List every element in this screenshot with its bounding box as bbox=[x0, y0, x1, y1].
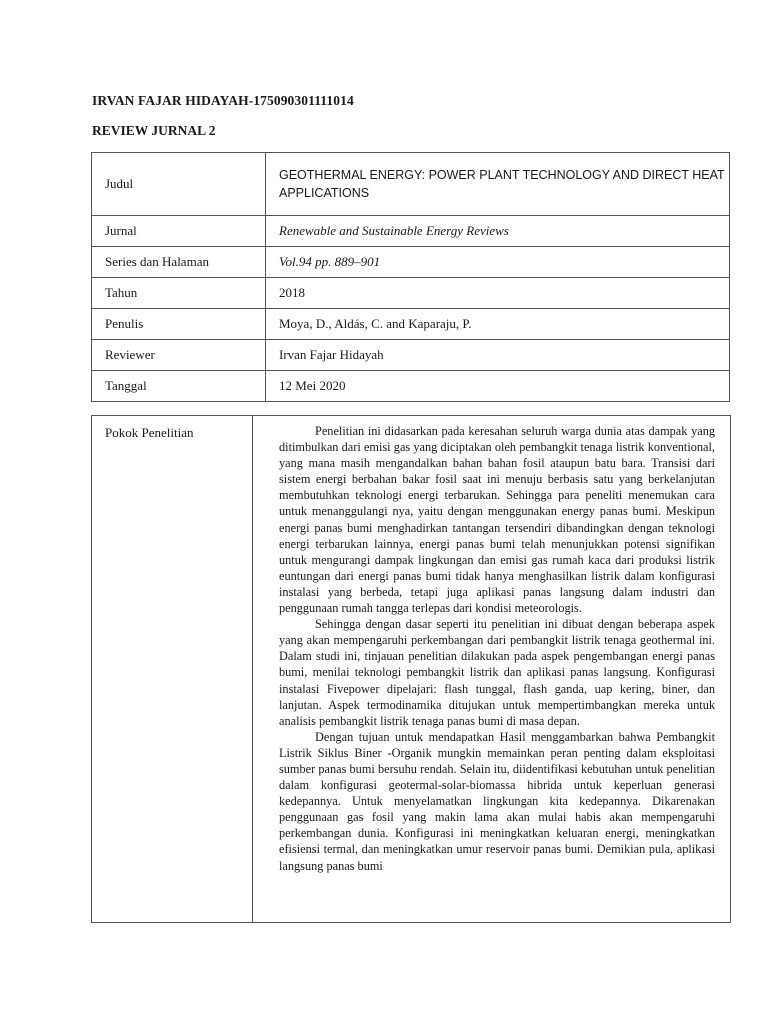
row-value-date: 12 Mei 2020 bbox=[266, 371, 730, 402]
row-value-authors: Moya, D., Aldás, C. and Kaparaju, P. bbox=[266, 309, 730, 340]
author-name-line: IRVAN FAJAR HIDAYAH-175090301111014 bbox=[92, 93, 354, 108]
research-body bbox=[279, 423, 715, 874]
row-value-title: GEOTHERMAL ENERGY: POWER PLANT TECHNOLOGY AND DIRECT HEAT APPLICATIONS bbox=[266, 153, 730, 216]
research-summary-table bbox=[91, 415, 731, 923]
row-value-year: 2018 bbox=[266, 278, 730, 309]
row-value-reviewer: Irvan Fajar Hidayah bbox=[266, 340, 730, 371]
row-label-tanggal: Tanggal bbox=[92, 371, 266, 402]
table-row bbox=[92, 216, 730, 247]
research-paragraph-1: Penelitian ini didasarkan pada keresahan seluruh warga dunia atas dampak yang ditimbulkan dari emisi gas yang diciptakan oleh pembangkit tenaga listrik konventional, yang mana masih mengandalkan bahan bahan fosil ataupun batu bara. Transisi dari sistem energi berbahan bakar fosil saat ini menuju berbasis satu yang berkelanjutan membutuhkan teknologi energi terbarukan. Sehingga para peneliti menemukan cara untuk menanggulangi nya, yaitu dengan menggunakan energy panas bumi. Meskipun energi panas bumi menghadirkan tantangan tersendiri dibandingkan dengan teknologi energi terbarukan lainnya, energi panas bumi telah menunjukkan potensi signifikan untuk mengurangi dampak lingkungan dan emisi gas rumah kaca dari produksi listrik euntungan dari energi panas bumi tidak hanya menghasilkan listrik dalam konfigurasi instalasi yang berbeda, tetapi juga aplikasi panas langsung dalam industri dan penggunaan rumah tangga terlepas dari kondisi meteorologis. bbox=[279, 424, 715, 616]
row-value-series: Vol.94 pp. 889–901 bbox=[266, 247, 730, 278]
column-divider bbox=[252, 416, 253, 922]
table-row bbox=[92, 340, 730, 371]
table-row bbox=[92, 278, 730, 309]
table-row bbox=[92, 153, 730, 216]
journal-info-table bbox=[91, 152, 730, 402]
review-title: REVIEW JURNAL 2 bbox=[92, 123, 216, 138]
row-label-tahun: Tahun bbox=[92, 278, 266, 309]
row-value-journal: Renewable and Sustainable Energy Reviews bbox=[266, 216, 730, 247]
table-row bbox=[92, 247, 730, 278]
research-paragraph-3: Dengan tujuan untuk mendapatkan Hasil menggambarkan bahwa Pembangkit Listrik Siklus Biner -Organik mungkin memainkan peran penting dalam eksploitasi sumber panas bumi bersuhu rendah. Selain itu, diidentifikasi kebutuhan untuk penelitian dalam konfigurasi geotermal-solar-biomassa hibrida untuk keperluan generasi kedepannya. Untuk menyelamatkan lingkungan kita kedepannya. Dikarenakan penggunaan gas fosil yang makin lama akan mulai habis akan mempengaruhi perkembangan dunia. Konfigurasi ini meningkatkan keluaran energi, meningkatkan efisiensi termal, dan meningkatkan umur reservoir panas bumi. Demikian pula, aplikasi langsung panas bumi bbox=[279, 729, 715, 873]
row-label-judul: Judul bbox=[92, 153, 266, 216]
research-paragraph-2: Sehingga dengan dasar seperti itu penelitian ini dibuat dengan beberapa aspek yang akan mempengaruhi perkembangan dari pembangkit listrik tenaga geothermal ini. Dalam studi ini, tinjauan penelitian dilakukan pada aspek pengembangan energi panas bumi, menilai teknologi pembangkit listrik dan aplikasi panas langsung. Konfigurasi instalasi Fivepower dipelajari: flash tunggal, flash ganda, uap kering, biner, dan lanjutan. Aspek termodinamika ditujukan untuk mempertimbangkan mereka untuk analisis pembangkit listrik tenaga panas bumi di masa depan. bbox=[279, 617, 715, 728]
row-label-penulis: Penulis bbox=[92, 309, 266, 340]
row-label-reviewer: Reviewer bbox=[92, 340, 266, 371]
row-label-series: Series dan Halaman bbox=[92, 247, 266, 278]
research-label: Pokok Penelitian bbox=[105, 425, 194, 440]
row-label-jurnal: Jurnal bbox=[92, 216, 266, 247]
table-row bbox=[92, 371, 730, 402]
table-row bbox=[92, 309, 730, 340]
